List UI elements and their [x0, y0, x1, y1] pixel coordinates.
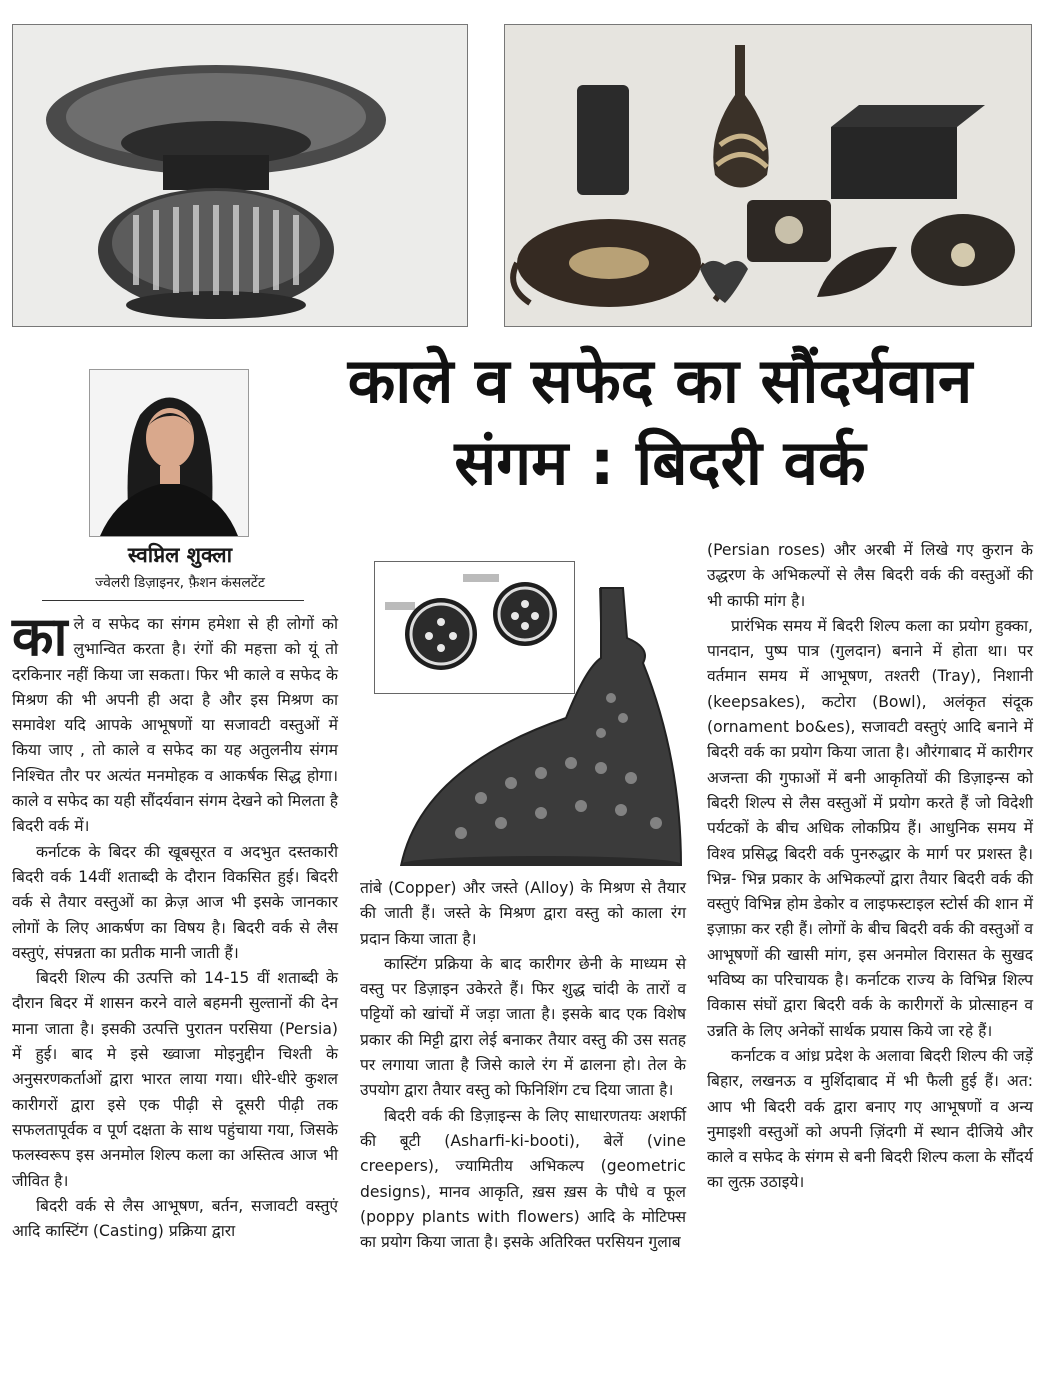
- paragraph: बिदरी शिल्प की उत्पत्ति को 14-15 वीं शताब्दी के दौरान बिदर में शासन करने वाले बहमनी सुल्तानों की देन माना जाता है। इसकी उत्पत्ति पुरातन परसिया (Persia) में हुई। बाद मे इसे ख्वाजा मोइनुद्दीन चिश्ती के अनुसरणकर्ताओं द्वारा भारत लाया गया। धीरे-धीरे कुशल कारीगरों द्वारा इसे एक पीढ़ी से दूसरी पीढ़ी तक सफलतापूर्वक व पूर्ण दक्षता के साथ पहुंचाया गया, जिसके फलस्वरूप इस अनमोल शिल्प कला का अस्तित्व आज भी जीवित है।: [12, 969, 338, 1190]
- paragraph: (Persian roses) और अरबी में लिखे गए कुरान के उद्धरण के अभिकल्पों से लैस बिदरी वर्क की वस्तुओं की भी काफी मांग है।: [707, 541, 1033, 610]
- paragraph: कास्टिंग प्रक्रिया के बाद कारीगर छेनी के माध्यम से वस्तु पर डिज़ाइन उकेरते हैं। फिर शुद्ध चांदी के तारों व पट्टियों को खांचों में जड़ा जाता है। इसके बाद एक विशेष प्रकार की मिट्टी द्वारा लेई बनाकर तैयार वस्तु की उस सतह पर लगाया जाता है जिसे काले रंग में ढालना हो। तेल के उपयोग द्वारा तैयार वस्तु को फिनिशिंग टच दिया जाता है।: [360, 954, 686, 1100]
- author-name: स्वप्निल शुक्ला: [127, 543, 233, 567]
- bidri-bowl-photo: [12, 24, 468, 327]
- article-column-3: [707, 538, 1033, 1196]
- paragraph: प्रारंभिक समय में बिदरी शिल्प कला का प्रयोग हुक्का, पानदान, पुष्प पात्र (गुलदान) बनाने में होता था। पर वर्तमान समय में आभूषण, तश्तरी (Tray), निशानी (keepsakes), कटोरा (Bowl), अलंकृत संदूक (ornament bo&es), सजावटी वस्तुएं आदि बनाने में बिदरी वर्क का प्रयोग किया जाता है। औरंगाबाद में कारीगर अजन्ता की गुफाओं में बनी आकृतियों की डिज़ाइन्स को बिदरी शिल्प से लैस वस्तुओं में प्रयोग करते हैं जो विदेशी पर्यटकों के बीच अधिक लोकप्रिय हैं। आधुनिक समय में विश्व प्रसिद्ध बिदरी वर्क पुनरुद्धार के मार्ग पर प्रशस्त है। भिन्न- भिन्न प्रकार के अभिकल्पों द्वारा तैयार बिदरी वर्क की वस्तुएं विभिन्न होम डेकोर व लाइफस्टाइल स्टोर्स की शान में इज़ाफ़ा कर रही हैं। लोगों के बीच बिदरी वर्क की वस्तुओं व आभूषणों की खासी मांग, इस अनमोल विरासत के सुखद भविष्य का परिचायक है। कर्नाटक राज्य के विभिन्न शिल्प विकास संघों द्वारा बिदरी वर्क के कारीगरों के प्रोत्साहन व उन्नति के लिए अनेकों सार्थक प्रयास किये जा रहे हैं।: [707, 616, 1033, 1040]
- paragraph: तांबे (Copper) और जस्ते (Alloy) के मिश्रण से तैयार की जाती हैं। जस्ते के मिश्रण द्वारा वस्तु को काला रंग प्रदान किया जाता है।: [360, 879, 686, 948]
- headline-line-2: संगम : बिदरी वर्क: [454, 426, 866, 499]
- paragraph: कर्नाटक व आंध्र प्रदेश के अलावा बिदरी शिल्प की जड़ें बिहार, लखनऊ व मुर्शिदाबाद में भी फैली हुई हैं। अत: आप भी बिदरी वर्क द्वारा बनाए गए आभूषणों व अन्य नुमाइशी वस्तुओं को अपनी ज़िंदगी में स्थान दीजिये और काले व सफेद के संगम से बनी बिदरी शिल्प कला के सौंदर्य का लुत्फ़ उठाइये।: [707, 1046, 1033, 1192]
- bidri-collection-photo: [504, 24, 1032, 327]
- author-divider: [42, 600, 304, 601]
- cufflinks-photo: [374, 561, 575, 694]
- paragraph: बिदरी वर्क से लैस आभूषण, बर्तन, सजावटी वस्तुएं आदि कास्टिंग (Casting) प्रक्रिया द्वारा: [12, 1196, 338, 1241]
- dropcap: का: [12, 605, 68, 668]
- paragraph: कर्नाटक के बिदर की खूबसूरत व अदभुत दस्तकारी बिदरी वर्क 14वीं शताब्दी के दौरान विकसित हुई। बिदरी वर्क से तैयार वस्तुओं का क्रेज़ आज भी इसके जानकार लोगों के लिए आकर्षण का विषय है। बिदरी वर्क से लैस वस्तुएं, संपन्नता का प्रतीक मानी जाती हैं।: [12, 842, 338, 962]
- author-role: ज्वेलरी डिज़ाइनर, फ़ैशन कंसलटेंट: [95, 575, 265, 591]
- paragraph: बिदरी वर्क की डिज़ाइन्स के लिए साधारणतयः अशर्फी की बूटी (Asharfi-ki-booti), बेलें (vine creepers), ज्यामितीय अभिकल्प (geometric designs), मानव आकृति, ख़स ख़स के पौधे व फूल (poppy plants with flowers) आदि के मोटिफ्स का प्रयोग किया जाता है। इसके अतिरिक्त परसियन गुलाब: [360, 1106, 686, 1252]
- author-photo: [89, 369, 249, 537]
- article-column-2: [360, 876, 686, 1255]
- headline-line-1: काले व सफेद का सौंदर्यवान: [347, 344, 973, 417]
- article-column-1: [12, 605, 338, 1244]
- paragraph: काले व सफेद का संगम हमेशा से ही लोगों को लुभान्वित करता है। रंगों की महत्ता को यूं तो दरकिनार नहीं किया जा सकता। फिर भी काले व सफेद के मिश्रण की भी अपनी ही अदा है और इस मिश्रण का समावेश यदि आपके आभूषणों या सजावटी वस्तुओं में किया जाए , तो काले व सफेद का यह अतुलनीय संगम निश्चित तौर पर अत्यंत मनमोहक व आकर्षक सिद्ध होगा। काले व सफेद का यही सौंदर्यवान संगम देखने को मिलता है बिदरी वर्क में।: [12, 605, 338, 836]
- headline: [300, 340, 1020, 504]
